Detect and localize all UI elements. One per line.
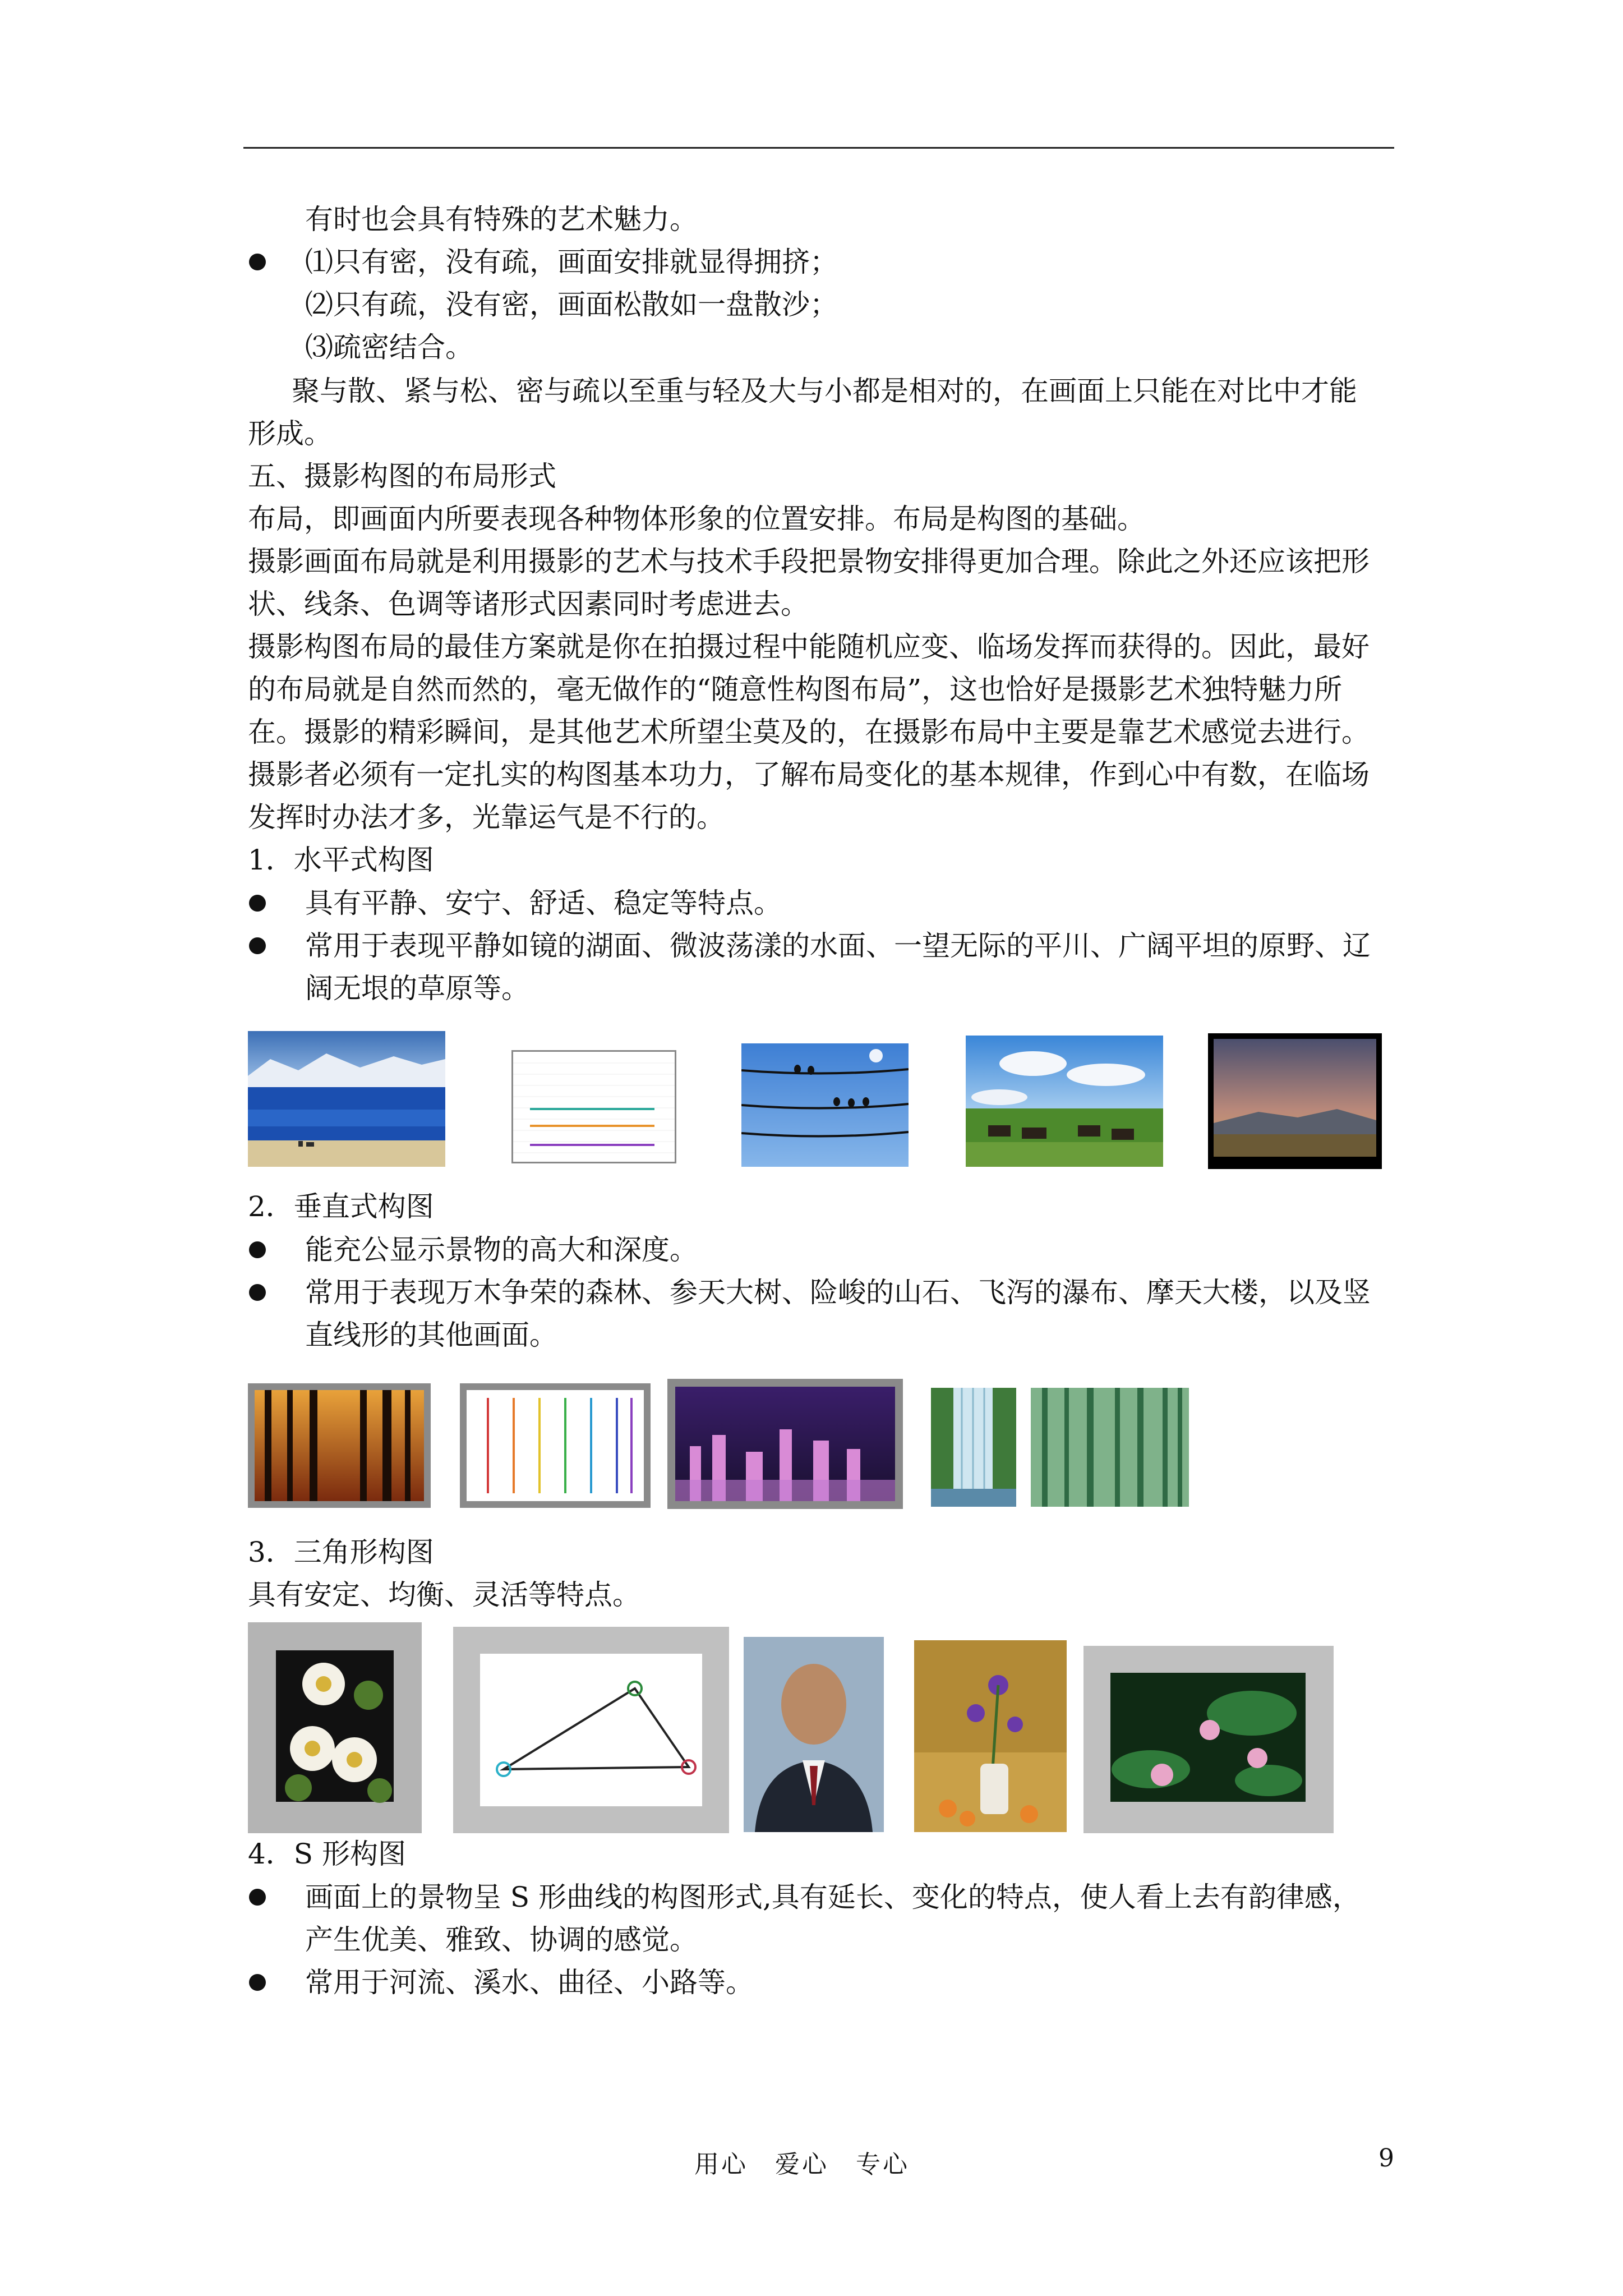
bullet-icon: [249, 254, 266, 270]
subsection-heading: 3．三角形构图: [248, 1536, 434, 1568]
forest-sunset-photo: [248, 1383, 431, 1508]
paragraph-line: 聚与散、紧与松、密与疏以至重与轻及大与小都是相对的，在画面上只能在对比中才能: [292, 375, 1357, 407]
paragraph-line: 具有安定、均衡、灵活等特点。: [248, 1579, 640, 1611]
paragraph-line: 布局，即画面内所要表现各种物体形象的位置安排。布局是构图的基础。: [248, 503, 1145, 535]
list-item: 画面上的景物呈 S 形曲线的构图形式,具有延长、变化的特点，使人看上去有韵律感，: [305, 1881, 1361, 1913]
paragraph-line: 形成。: [248, 417, 332, 450]
paragraph-line: 摄影画面布局就是利用摄影的艺术与技术手段把景物安排得更加合理。除此之外还应该把形: [248, 545, 1370, 578]
bullet-icon: [249, 1974, 266, 1991]
header-rule: [243, 147, 1394, 149]
bullet-icon: [249, 1241, 266, 1258]
vertical-lines-diagram: [460, 1383, 651, 1508]
list-item: 产生优美、雅致、协调的感觉。: [305, 1924, 698, 1956]
paragraph-line: 状、线条、色调等诸形式因素同时考虑进去。: [248, 588, 809, 620]
triangle-diagram: [453, 1627, 729, 1833]
list-item: 常用于表现万木争荣的森林、参天大树、险峻的山石、飞泻的瀑布、摩天大楼，以及竖: [305, 1276, 1371, 1309]
birds-on-wires-photo: [741, 1043, 909, 1167]
list-item: ⑶疏密结合。: [305, 331, 473, 364]
bullet-icon: [249, 1889, 266, 1906]
paragraph-line: 摄影构图布局的最佳方案就是你在拍摄过程中能随机应变、临场发挥而获得的。因此，最好: [248, 631, 1370, 663]
list-item: ⑵只有疏，没有密，画面松散如一盘散沙；: [305, 288, 838, 321]
list-item: 阔无垠的草原等。: [305, 972, 529, 1005]
list-item: ⑴只有密，没有疏，画面安排就显得拥挤；: [305, 246, 838, 278]
bamboo-forest-photo: [1031, 1388, 1189, 1507]
sunset-field-photo: [1208, 1033, 1382, 1169]
list-item: 能充公显示景物的高大和深度。: [305, 1234, 698, 1266]
paragraph-line: 发挥时办法才多，光靠运气是不行的。: [248, 801, 725, 834]
paragraph-line: 有时也会具有特殊的艺术魅力。: [305, 203, 698, 236]
waterfall-photo: [931, 1388, 1016, 1507]
paragraph-line: 摄影者必须有一定扎实的构图基本功力，了解布局变化的基本规律，作到心中有数，在临场: [248, 758, 1370, 791]
section-heading: 五、摄影构图的布局形式: [248, 460, 556, 493]
cactus-flowers-photo: [248, 1622, 422, 1833]
list-item: 常用于河流、溪水、曲径、小路等。: [305, 1966, 754, 1999]
footer-motto: 用心 爱心 专心: [694, 2150, 910, 2179]
horizontal-lines-diagram: [511, 1050, 676, 1163]
list-item: 直线形的其他画面。: [305, 1319, 557, 1351]
flower-arrangement-photo: [914, 1640, 1067, 1832]
cows-on-meadow-photo: [966, 1036, 1163, 1167]
page-number: 9: [1378, 2144, 1394, 2173]
list-item: 具有平静、安宁、舒适、稳定等特点。: [305, 887, 782, 919]
portrait-photo: [744, 1637, 884, 1832]
lotus-photo: [1083, 1646, 1334, 1833]
bullet-icon: [249, 937, 266, 954]
lake-mountains-photo: [248, 1031, 445, 1167]
list-item: 常用于表现平静如镜的湖面、微波荡漾的水面、一望无际的平川、广阔平坦的原野、辽: [305, 930, 1371, 962]
subsection-heading: 2．垂直式构图: [248, 1190, 434, 1223]
bullet-icon: [249, 1284, 266, 1301]
bullet-icon: [249, 895, 266, 912]
city-night-photo: [667, 1379, 903, 1509]
subsection-heading: 4．S 形构图: [248, 1838, 406, 1870]
paragraph-line: 在。摄影的精彩瞬间，是其他艺术所望尘莫及的，在摄影布局中主要是靠艺术感觉去进行。: [248, 716, 1370, 748]
subsection-heading: 1．水平式构图: [248, 844, 434, 876]
paragraph-line: 的布局就是自然而然的，毫无做作的“随意性构图布局”，这也恰好是摄影艺术独特魅力所: [248, 673, 1343, 706]
